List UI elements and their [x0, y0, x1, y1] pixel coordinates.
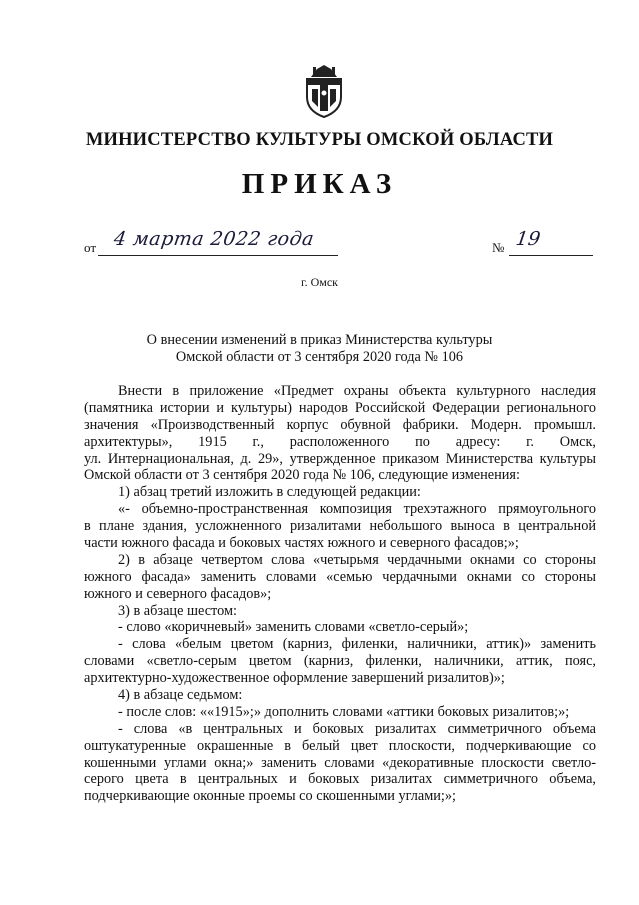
- subject-block: [0, 332, 639, 366]
- body-line: 2) в абзаце четвертом слова «четырьмя чердачными окнами со стороны: [118, 551, 596, 568]
- number-underline: [509, 255, 593, 256]
- order-title: ПРИКАЗ: [241, 168, 398, 200]
- body-line: серого цвета в центральных и боковых ризалитах симметричного объема,: [84, 771, 596, 788]
- number-prefix: №: [492, 240, 505, 255]
- date-prefix: от: [84, 240, 97, 255]
- body-text: [84, 383, 596, 805]
- handwritten-date: 4 марта 2022 года: [112, 228, 316, 250]
- body-line: южного и северного фасадов»;: [84, 585, 272, 602]
- date-underline: [98, 255, 338, 256]
- body-line: подчеркивающие оконные проемы со скошенными углами;»;: [84, 788, 457, 805]
- date-number-row: [84, 228, 594, 262]
- body-line: - слова «в центральных и боковых ризалитах симметричного объема: [118, 720, 596, 737]
- body-line: Омской области от 3 сентября 2020 года № 106, следующие изменения:: [84, 467, 520, 484]
- body-line: архитектурно-художественное оформление завершений ризалитов)»;: [84, 670, 505, 687]
- body-line: значения «Производственный корпус обувной фабрики. Модерн. промышл.: [84, 416, 596, 433]
- body-line: южного фасада» заменить словами «семью чердачными окнами со стороны: [84, 568, 596, 585]
- body-line: «- объемно-пространственная композиция трехэтажного прямоугольного: [118, 501, 596, 518]
- body-line: в плане здания, усложненного ризалитами небольшого выноса в центральной: [84, 518, 596, 535]
- body-line: 4) в абзаце седьмом:: [118, 687, 243, 704]
- body-line: (памятника истории и культуры) народов Российской Федерации регионального: [84, 399, 596, 416]
- body-line: словами «светло-серым цветом (карниз, филенки, наличники, аттик, пояс,: [84, 653, 596, 670]
- handwritten-number: 19: [514, 228, 542, 250]
- body-line: кошенными углами окна;» заменить словами «декоративные плоскости светло-: [84, 754, 596, 771]
- body-line: 1) абзац третий изложить в следующей редакции:: [118, 484, 421, 501]
- body-line: Внести в приложение «Предмет охраны объекта культурного наследия: [118, 383, 596, 399]
- body-line: части южного фасада и боковых частях южного и северного фасадов;»;: [84, 535, 519, 552]
- ministry-heading: МИНИСТЕРСТВО КУЛЬТУРЫ ОМСКОЙ ОБЛАСТИ: [85, 130, 554, 150]
- body-line: - слова «белым цветом (карниз, филенки, наличники, аттик)» заменить: [118, 636, 596, 653]
- body-line: архитектуры», 1915 г., расположенного по адресу: г. Омск,: [84, 433, 596, 450]
- city-line: г. Омск: [301, 275, 338, 289]
- body-line: ул. Интернациональная, д. 29», утвержденное приказом Министерства культуры: [84, 450, 596, 467]
- body-line: оштукатуренные окрашенные в белый цвет плоскости, подчеркивающие со: [84, 737, 596, 754]
- body-line: - после слов: ««1915»;» дополнить словами «аттики боковых ризалитов;»;: [118, 703, 570, 720]
- body-line: 3) в абзаце шестом:: [118, 602, 238, 619]
- subject-line: О внесении изменений в приказ Министерства культуры: [146, 332, 493, 348]
- body-line: - слово «коричневый» заменить словами «светло-серый»;: [118, 619, 469, 636]
- omsk-coat-of-arms-emblem: [303, 63, 345, 119]
- subject-line: Омской области от 3 сентября 2020 года № 106: [175, 349, 464, 365]
